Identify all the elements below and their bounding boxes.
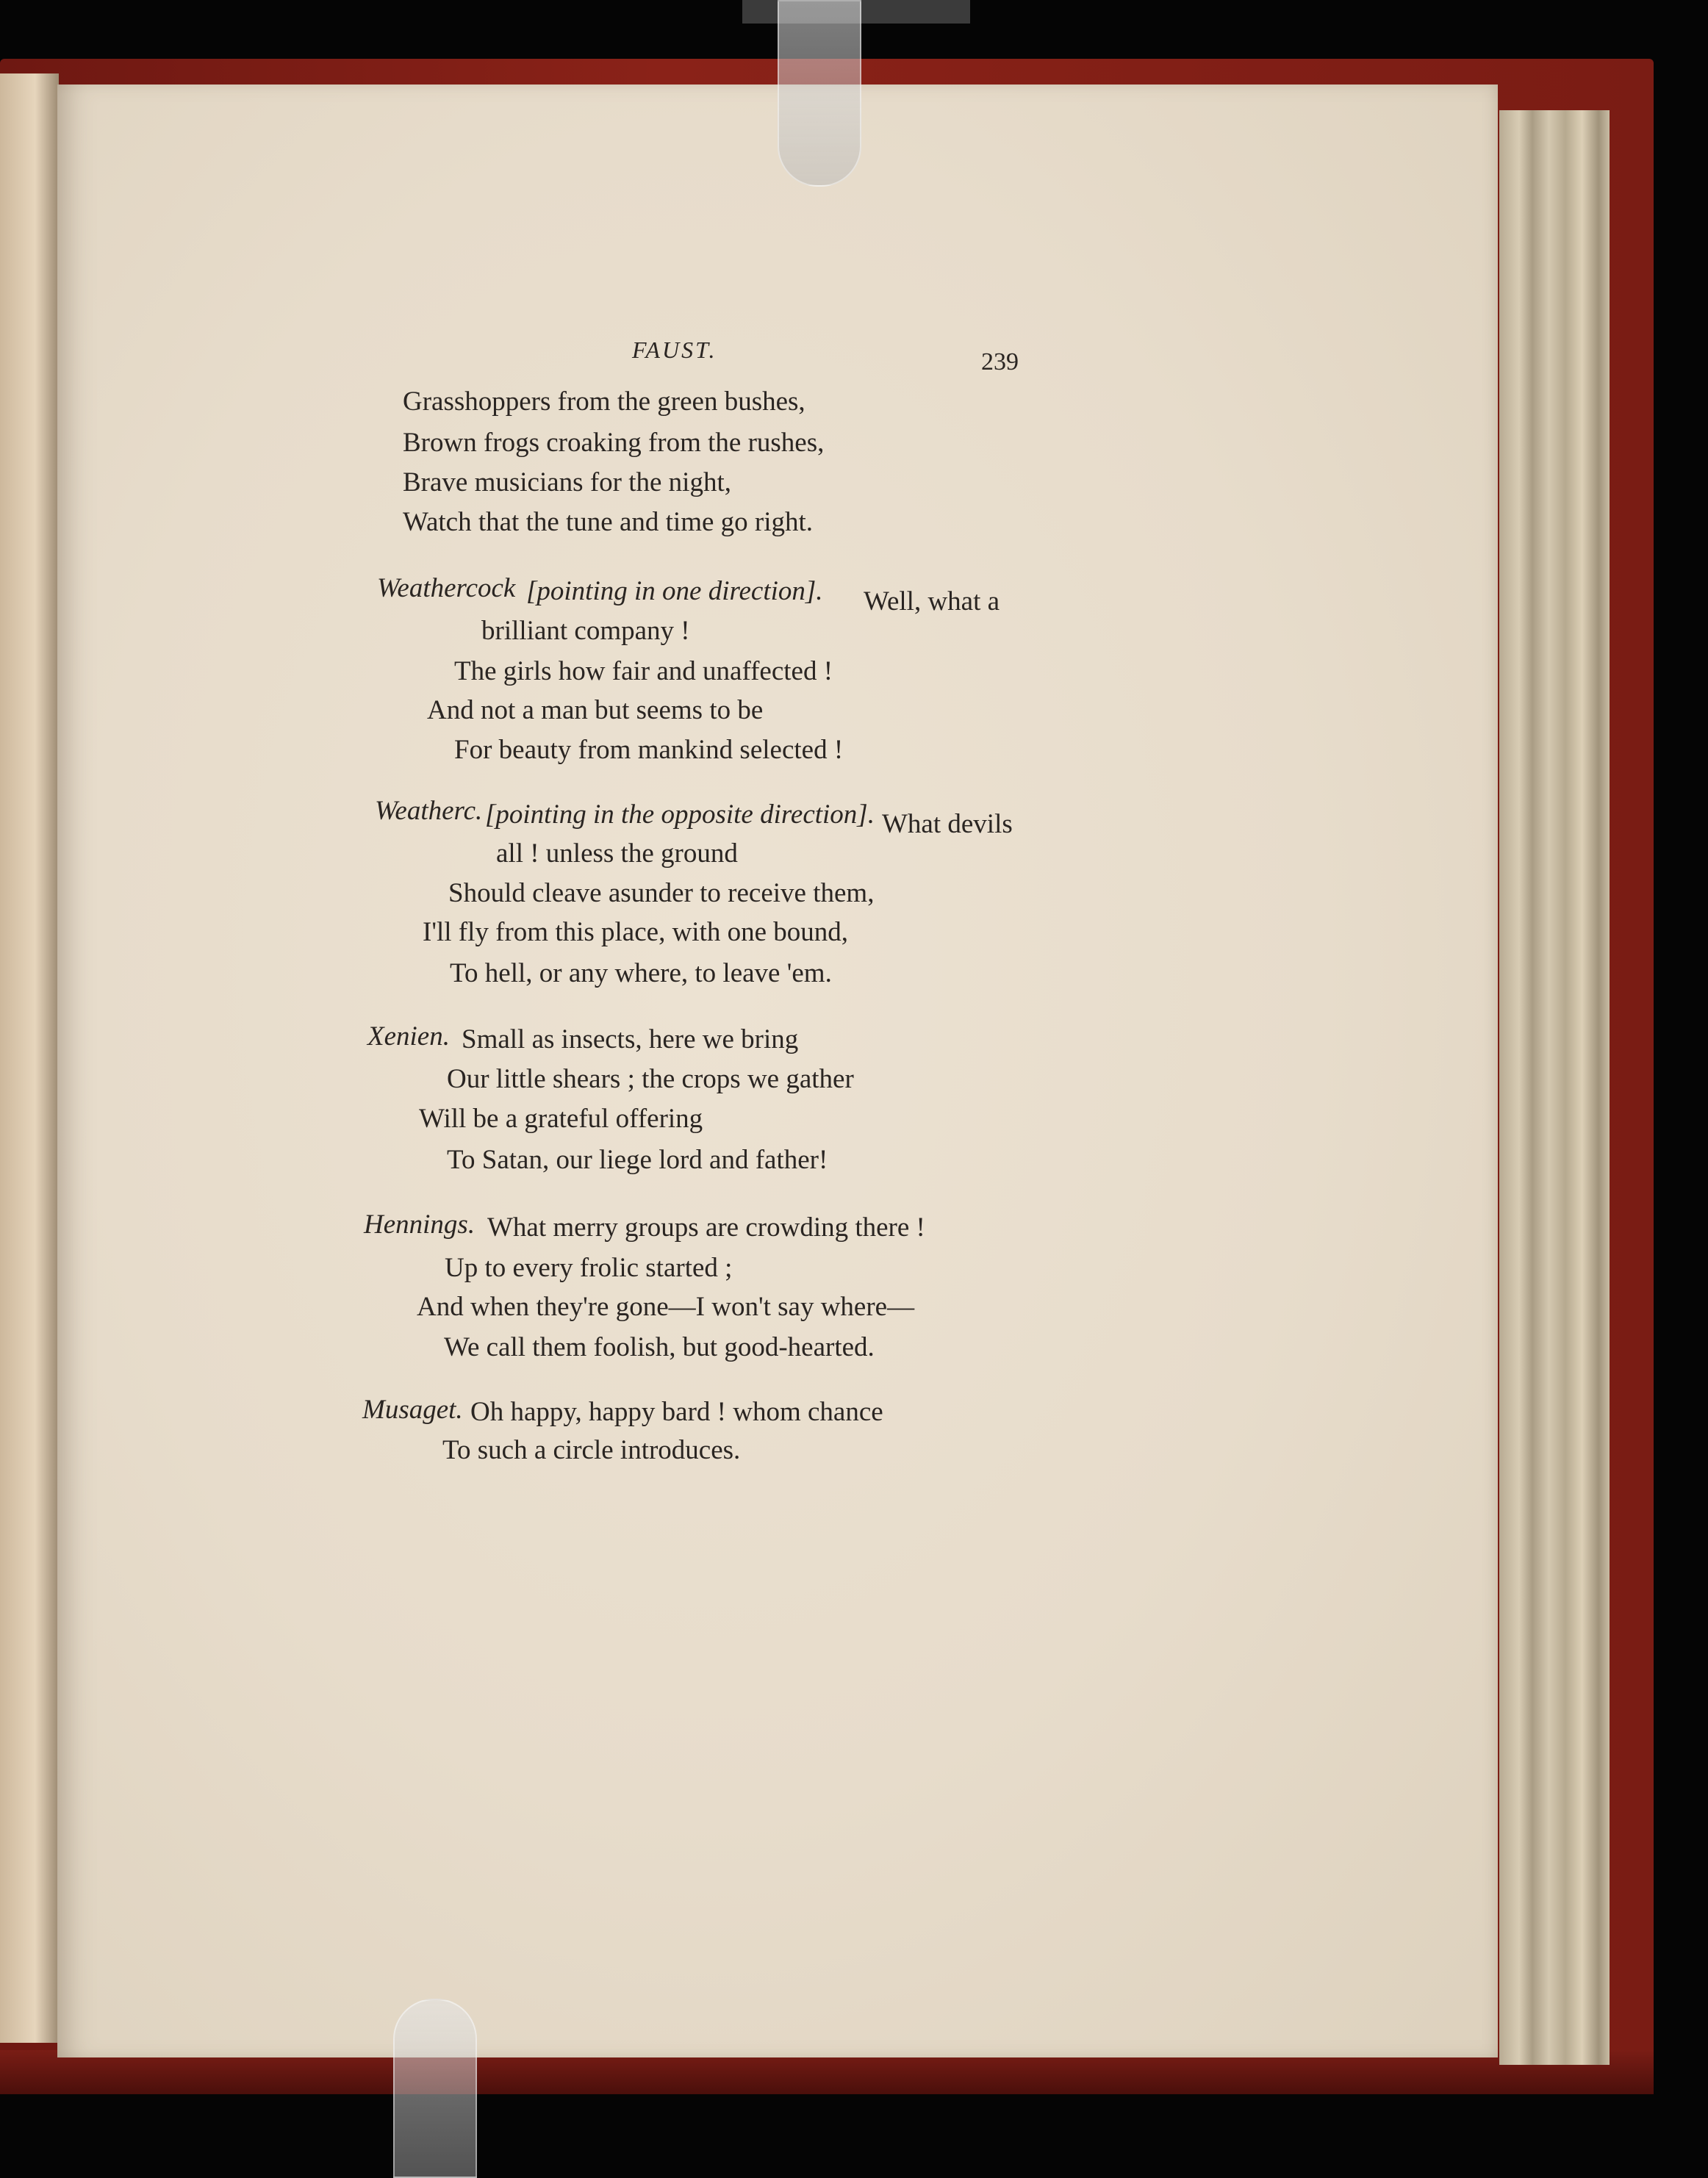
top-page-clip	[778, 0, 861, 187]
speaker-name: Weatherc.	[375, 796, 483, 826]
verse-line: Watch that the tune and time go right.	[403, 507, 814, 537]
verse-line: Up to every frolic started ;	[445, 1253, 733, 1283]
running-title: FAUST.	[632, 337, 717, 363]
verse-line: What devils	[882, 809, 1013, 839]
verse-line: We call them foolish, but good-hearted.	[444, 1332, 875, 1362]
verse-line: And when they're gone—I won't say where—	[417, 1292, 915, 1322]
verse-line: To Satan, our liege lord and father!	[447, 1145, 828, 1175]
verse-line: all ! unless the ground	[496, 838, 738, 869]
verse-line: I'll fly from this place, with one bound,	[423, 917, 849, 947]
verse-line: Should cleave asunder to receive them,	[448, 878, 875, 908]
page-number: 239	[981, 348, 1019, 375]
speaker-name: Xenien.	[367, 1021, 450, 1052]
verse-line: Brave musicians for the night,	[403, 467, 731, 497]
verse-line: To such a circle introduces.	[442, 1435, 741, 1465]
verse-line: Well, what a	[864, 586, 1000, 617]
verse-line: And not a man but seems to be	[427, 695, 764, 725]
verse-line: What merry groups are crowding there !	[487, 1212, 925, 1243]
speaker-name: Musaget.	[362, 1395, 463, 1425]
verse-line: To hell, or any where, to leave 'em.	[450, 958, 832, 988]
bottom-page-clip	[393, 1999, 477, 2178]
speaker-name: Hennings.	[364, 1210, 476, 1240]
left-facing-page	[0, 73, 59, 2043]
verse-line: Oh happy, happy bard ! whom chance	[470, 1397, 883, 1427]
verse-line: Our little shears ; the crops we gather	[447, 1064, 854, 1094]
verse-line: Brown frogs croaking from the rushes,	[403, 428, 825, 458]
stage-direction: [pointing in the opposite direction].	[485, 799, 875, 830]
verse-line: Grasshoppers from the green bushes,	[403, 387, 805, 417]
page-fore-edge	[1499, 110, 1610, 2065]
speaker-name: Weathercock	[377, 573, 516, 603]
verse-line: Small as insects, here we bring	[462, 1024, 799, 1054]
verse-line: Will be a grateful offering	[419, 1104, 703, 1134]
verse-line: The girls how fair and unaffected !	[454, 656, 833, 686]
verse-line: For beauty from mankind selected !	[454, 735, 844, 765]
verse-line: brilliant company !	[481, 616, 690, 646]
stage-direction: [pointing in one direction].	[526, 576, 823, 606]
